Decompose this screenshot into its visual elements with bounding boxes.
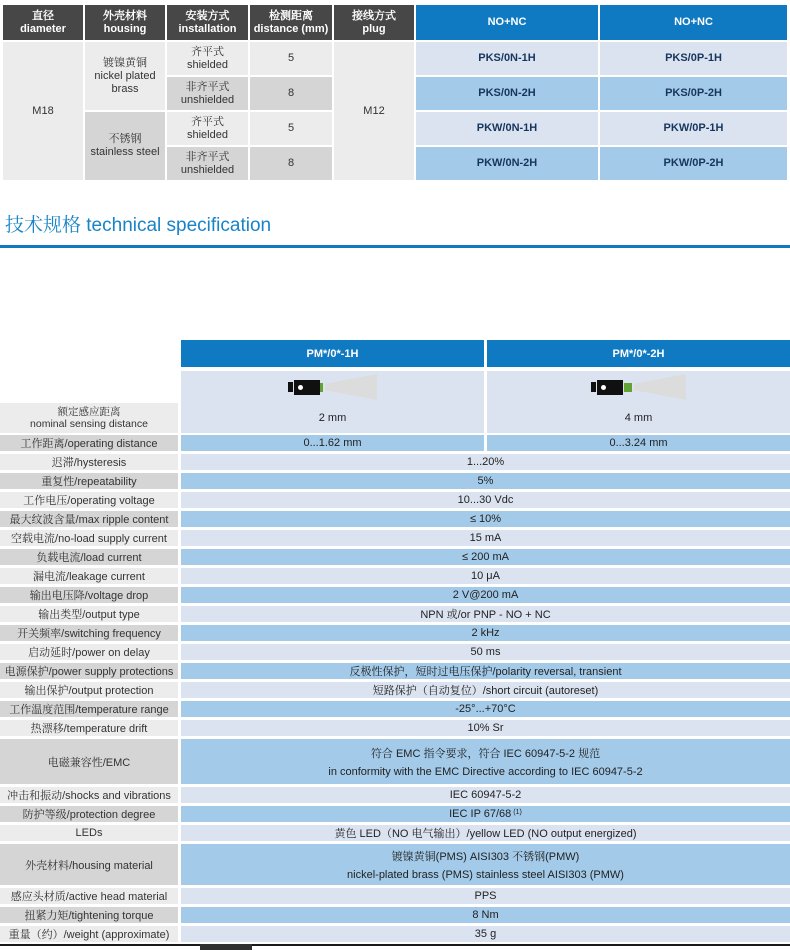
spec-row (0, 587, 790, 603)
footer-divider (0, 944, 790, 946)
col-header-distance-cn: 检测距离 (269, 9, 313, 22)
spec-row-label: 热漂移/temperature drift (0, 720, 178, 736)
spec-row-label: 工作温度范围/temperature range (0, 701, 178, 717)
spec-row (0, 644, 790, 660)
spec-table-header (181, 340, 790, 367)
spec-row-label: 额定感应距离 nominal sensing distance (0, 403, 178, 433)
product-code: PKW/0P-2H (600, 147, 787, 180)
spec-row-label: 重量（约）/weight (approximate) (0, 926, 178, 942)
col-header-diameter (3, 5, 83, 40)
col-header-housing-en: housing (103, 22, 147, 35)
installation-cell: 齐平式 shielded (167, 112, 248, 145)
spec-row-label: 冲击和振动/shocks and vibrations (0, 787, 178, 803)
spec-row-value: 2 kHz (181, 625, 790, 641)
col-header-housing-cn: 外壳材料 (103, 9, 147, 22)
operating-value-2h: 0...3.24 mm (487, 435, 790, 451)
spec-cell-1h (181, 371, 484, 433)
distance-cell: 8 (250, 77, 332, 110)
spec-row-protection-degree (0, 806, 790, 822)
spec-row (0, 492, 790, 508)
spec-row-value: ≤ 10% (181, 511, 790, 527)
diameter-cell: M18 (3, 42, 83, 180)
product-code: PKW/0N-1H (416, 112, 598, 145)
spec-row-value: -25°...+70°C (181, 701, 790, 717)
spec-row-label: 输出类型/output type (0, 606, 178, 622)
spec-row-value: 8 Nm (181, 907, 790, 923)
spec-row-label: 空载电流/no-load supply current (0, 530, 178, 546)
unshielded-sensor-beam-icon (591, 374, 686, 400)
distance-cell: 5 (250, 112, 332, 145)
installation-cell: 非齐平式 unshielded (167, 147, 248, 180)
spec-row-label: 工作电压/operating voltage (0, 492, 178, 508)
spec-row-value: 短路保护（自动复位）/short circuit (autoreset) (181, 682, 790, 698)
spec-row-label: 扭紧力矩/tightening torque (0, 907, 178, 923)
housing-brass-cn: 镀镍黄铜 (103, 56, 147, 69)
product-code: PKS/0N-2H (416, 77, 598, 110)
section-heading (0, 206, 790, 248)
spec-row (0, 454, 790, 470)
housing-steel-cn: 不锈钢 (108, 133, 142, 145)
spec-row-nominal (0, 371, 790, 433)
installation-cell: 齐平式 shielded (167, 42, 248, 75)
installation-cell: 非齐平式 unshielded (167, 77, 248, 110)
spec-row-value: 35 g (181, 926, 790, 942)
col-header-diameter-en: diameter (20, 22, 66, 35)
spec-row (0, 530, 790, 546)
spec-row-housing-material (0, 844, 790, 885)
spacer (0, 371, 178, 403)
spec-row (0, 511, 790, 527)
spec-column-1h: PM*/0*-1H (181, 340, 484, 367)
col-header-installation-cn: 安装方式 (185, 9, 230, 22)
spec-row-value: 50 ms (181, 644, 790, 660)
spec-row-value: 2 V@200 mA (181, 587, 790, 603)
selection-table (3, 5, 787, 180)
spec-table (0, 340, 790, 945)
spec-row-operating (0, 435, 790, 451)
footnote-marker: (1) (513, 809, 522, 816)
spec-row-value: 符合 EMC 指令要求，符合 IEC 60947-5-2 规范 in conformity with the EMC Directive according to IEC 60947-5-2 (181, 739, 790, 784)
spec-row-value: 10...30 Vdc (181, 492, 790, 508)
spec-row-label: 漏电流/leakage current (0, 568, 178, 584)
spec-row (0, 701, 790, 717)
col-header-output-npn: NO+NC (416, 5, 598, 40)
spec-row (0, 787, 790, 803)
section-title: 技术规格 technical specification (5, 215, 272, 236)
distance-cell: 5 (250, 42, 332, 75)
spec-row-value: NPN 或/or PNP - NO + NC (181, 606, 790, 622)
spec-row-label: 输出保护/output protection (0, 682, 178, 698)
spec-row-label: 迟滞/hysteresis (0, 454, 178, 470)
spec-row (0, 473, 790, 489)
footer-divider-notch (200, 944, 252, 950)
col-header-housing (85, 5, 165, 40)
housing-cell-steel (85, 112, 165, 180)
product-code: PKW/0P-1H (600, 112, 787, 145)
spec-row-label: 输出电压降/voltage drop (0, 587, 178, 603)
spec-row-label: 负载电流/load current (0, 549, 178, 565)
spec-row (0, 625, 790, 641)
spec-row-label: 重复性/repeatability (0, 473, 178, 489)
shielded-sensor-beam-icon (288, 374, 377, 400)
spec-row-label: 启动延时/power on delay (0, 644, 178, 660)
spec-row-emc (0, 739, 790, 784)
nominal-value-1h: 2 mm (318, 412, 347, 424)
spec-row-label: 电磁兼容性/EMC (0, 739, 178, 784)
spec-row (0, 825, 790, 841)
product-code: PKW/0N-2H (416, 147, 598, 180)
spec-row-value: IEC IP 67/68 (1) (181, 806, 790, 822)
spec-cell-2h (487, 371, 790, 433)
spec-row (0, 720, 790, 736)
col-header-plug-cn: 接线方式 (352, 9, 396, 22)
spec-row-value: 10 μA (181, 568, 790, 584)
spec-row-value: 10% Sr (181, 720, 790, 736)
spec-row-label: 工作距离/operating distance (0, 435, 178, 451)
plug-cell: M12 (334, 42, 414, 180)
product-code: PKS/0P-1H (600, 42, 787, 75)
distance-cell: 8 (250, 147, 332, 180)
spec-row-label: 防护等级/protection degree (0, 806, 178, 822)
spec-row (0, 907, 790, 923)
spec-row-label: 外壳材料/housing material (0, 844, 178, 885)
col-header-plug-en: plug (362, 22, 386, 35)
spec-row (0, 663, 790, 679)
housing-steel-en: stainless steel (90, 146, 160, 158)
spec-row (0, 888, 790, 904)
housing-cell-brass (85, 42, 165, 110)
spec-row-label: LEDs (0, 825, 178, 841)
col-header-diameter-cn: 直径 (32, 9, 54, 22)
spec-row-label: 最大纹波含量/max ripple content (0, 511, 178, 527)
housing-brass-en: nickel plated brass (94, 69, 156, 95)
spec-row (0, 568, 790, 584)
spec-row-value: 5% (181, 473, 790, 489)
spec-row-value: 1...20% (181, 454, 790, 470)
spec-row (0, 549, 790, 565)
spec-row-value: PPS (181, 888, 790, 904)
spec-row-value: IEC 60947-5-2 (181, 787, 790, 803)
col-header-installation (167, 5, 248, 40)
spec-row (0, 682, 790, 698)
spec-row-value: 镀镍黄铜(PMS) AISI303 不锈钢(PMW) nickel-plated brass (PMS) stainless steel AISI303 (PMW) (181, 844, 790, 885)
spec-row (0, 606, 790, 622)
operating-value-1h: 0...1.62 mm (181, 435, 484, 451)
col-header-plug (334, 5, 414, 40)
spec-row-value: 15 mA (181, 530, 790, 546)
spec-row (0, 926, 790, 942)
col-header-installation-en: installation (178, 22, 237, 35)
spec-row-value: 反极性保护，短时过电压保护/polarity reversal, transient (181, 663, 790, 679)
col-header-distance (250, 5, 332, 40)
spec-column-2h: PM*/0*-2H (487, 340, 790, 367)
spec-row-label: 电源保护/power supply protections (0, 663, 178, 679)
spec-row-value: ≤ 200 mA (181, 549, 790, 565)
spec-row-label: 开关频率/switching frequency (0, 625, 178, 641)
col-header-distance-en: distance (mm) (253, 22, 329, 35)
product-code: PKS/0P-2H (600, 77, 787, 110)
nominal-value-2h: 4 mm (624, 412, 653, 424)
col-header-output-pnp: NO+NC (600, 5, 787, 40)
spec-row-value: 黄色 LED（NO 电气输出）/yellow LED (NO output energized) (181, 825, 790, 841)
spec-row-label: 感应头材质/active head material (0, 888, 178, 904)
product-code: PKS/0N-1H (416, 42, 598, 75)
